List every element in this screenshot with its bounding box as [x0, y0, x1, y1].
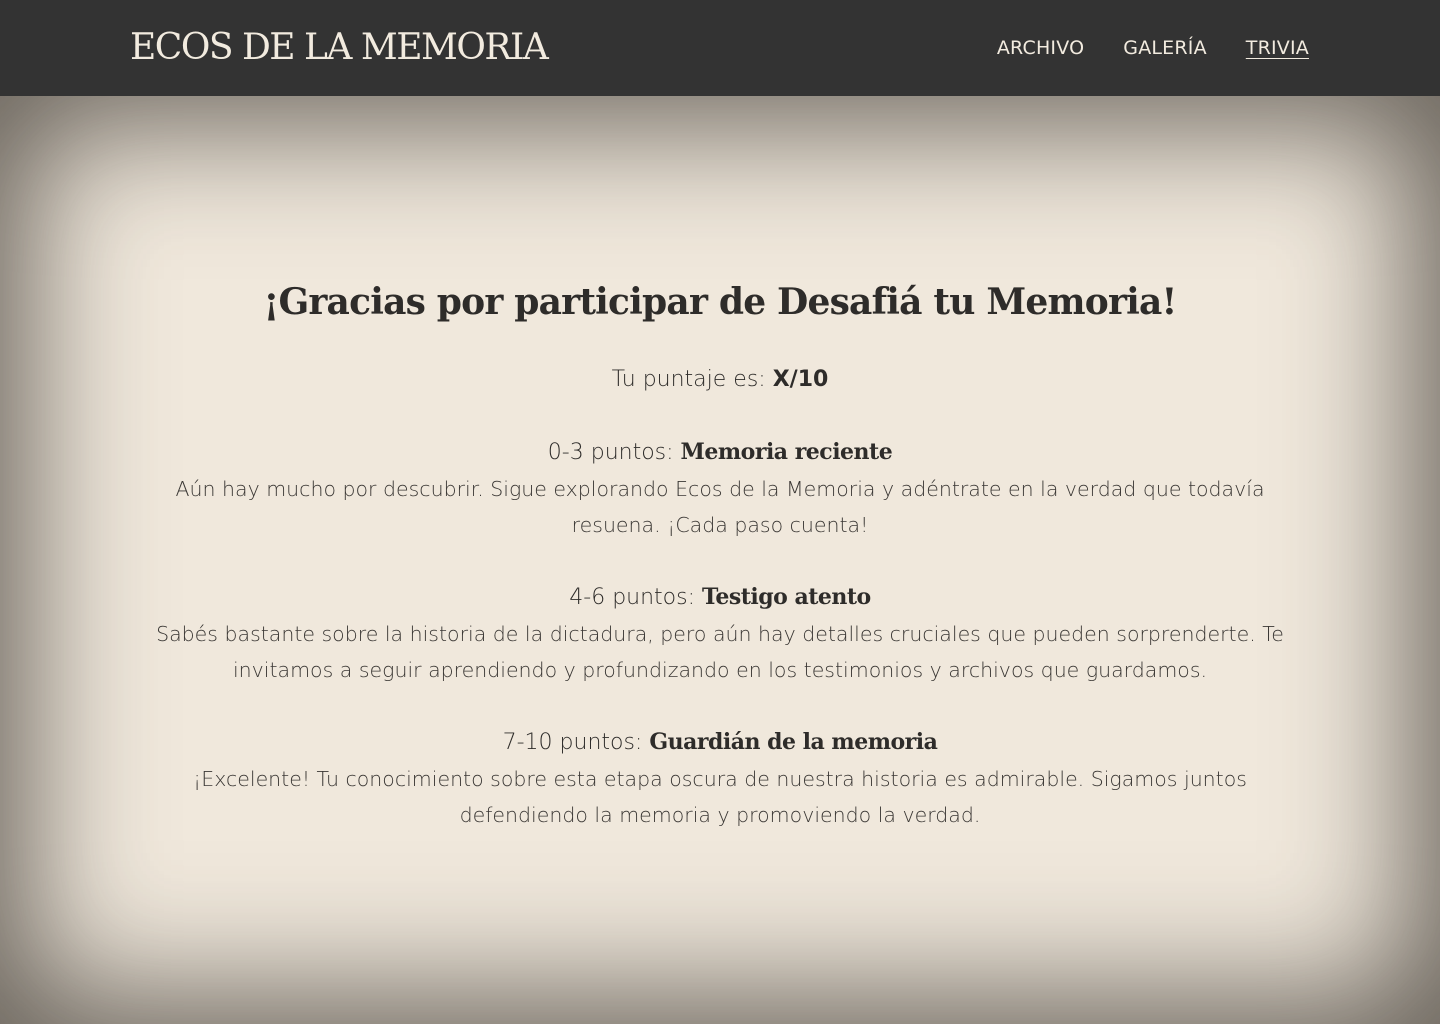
- tier-memoria-reciente: [120, 434, 1320, 543]
- results-panel: [120, 276, 1320, 833]
- tier-name: Testigo atento: [702, 584, 871, 610]
- tier-range: 7-10 puntos:: [502, 730, 643, 755]
- tier-name: Guardián de la memoria: [649, 729, 938, 755]
- site-logo[interactable]: ECOS DE LA MEMORIA: [130, 27, 548, 68]
- page-title: ¡Gracias por participar de Desafiá tu Memoria!: [263, 281, 1177, 323]
- score-line: [120, 362, 1320, 398]
- results-stage: [0, 96, 1440, 1024]
- tier-description: Aún hay mucho por descubrir. Sigue explorando Ecos de la Memoria y adéntrate en la verdad que todavía resuena. ¡Cada paso cuenta!: [175, 477, 1265, 537]
- tier-heading: [120, 724, 1320, 761]
- tier-heading: [120, 579, 1320, 616]
- main-nav: [997, 36, 1309, 60]
- tier-description: Sabés bastante sobre la historia de la dictadura, pero aún hay detalles cruciales que pueden sorprenderte. Te invitamos a seguir aprendiendo y profundizando en los testimonios y archivos que guardamos.: [156, 622, 1284, 682]
- site-header: [0, 0, 1440, 96]
- nav-link-archivo[interactable]: ARCHIVO: [996, 37, 1085, 59]
- tier-description: ¡Excelente! Tu conocimiento sobre esta etapa oscura de nuestra historia es admirable. Sigamos juntos defendiendo la memoria y promoviendo la verdad.: [193, 767, 1247, 827]
- tier-range: 0-3 puntos:: [547, 440, 674, 465]
- tier-guardian-memoria: [120, 724, 1320, 833]
- nav-link-trivia[interactable]: TRIVIA: [1245, 37, 1309, 59]
- tier-name: Memoria reciente: [680, 439, 893, 465]
- nav-link-galeria[interactable]: GALERÍA: [1123, 37, 1207, 59]
- score-label: Tu puntaje es:: [611, 367, 766, 392]
- tier-heading: [120, 434, 1320, 471]
- tier-range: 4-6 puntos:: [569, 585, 696, 610]
- score-value: X/10: [772, 367, 829, 392]
- tier-testigo-atento: [120, 579, 1320, 688]
